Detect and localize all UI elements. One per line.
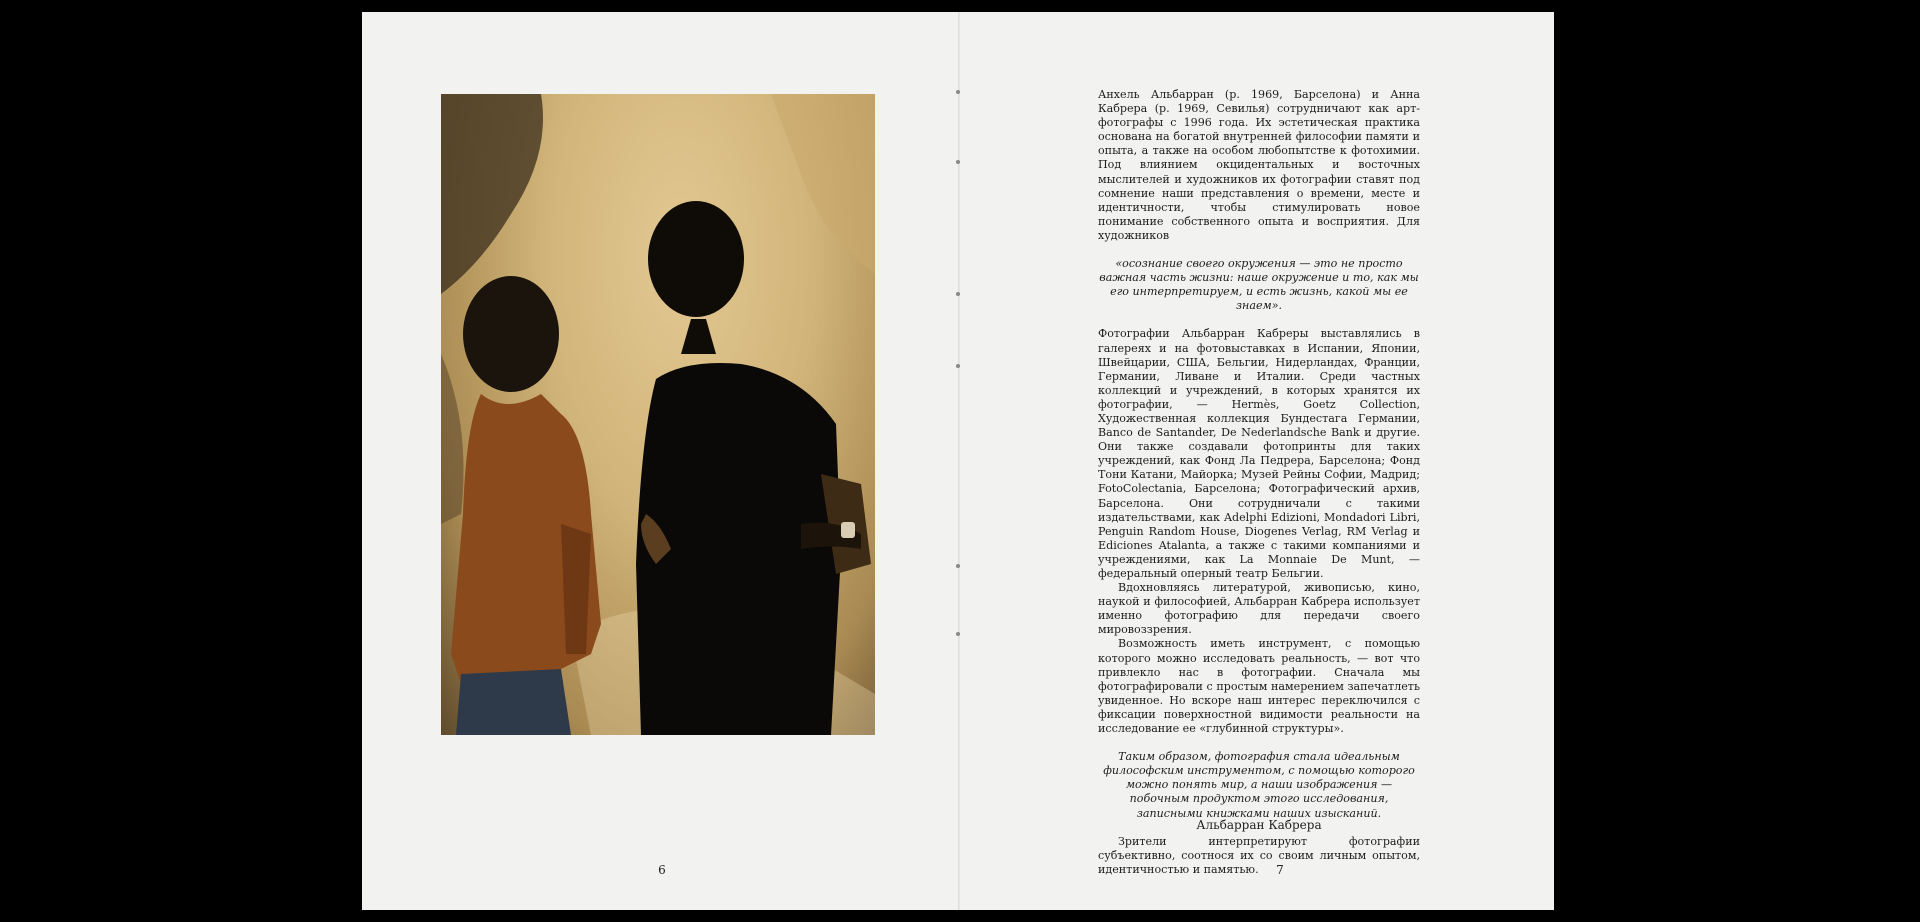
paragraph: Фотографии Альбарран Кабреры выставлялись в галереях и на фотовыставках в Испании, Японии, Швейцарии, США, Бельгии, Нидерландах, Франции, Германии, Ливане и Италии. Среди частных коллекций и учреждений, в которых хранятся их фотографии, — Hermès, Goetz Collection, Художественная коллекция Бундестага Германии, Banco de Santander, De Nederlandsche Bank и другие. Они также создавали фотопринты для таких учреждений, как Фонд Ла Педрера, Барселона; Фонд Тони Катани, Майорка; Музей Рейны Софии, Мадрид; FotoColectania, Барселона; Фотографический архив, Барселона. Они сотрудничали с такими издательствами, как Adelphi Edizioni, Mondadori Libri, Penguin Random House, Diogenes Verlag, RM Verlag и Ediciones Atalanta, а также с такими компаниями и учреждениями, как La Monnaie De Munt, — федеральный оперный театр Бельгии. — [1098, 327, 1420, 580]
pull-quote: «осознание своего окружения — это не просто важная часть жизни: наше окружение и то, как мы его интерпретируем, и есть жизнь, какой мы ее знаем». — [1099, 257, 1419, 313]
pull-quote: Таким образом, фотография стала идеальным философским инструментом, с помощью которого можно понять мир, а наши изображения — побочным продуктом этого исследования, записными книжками наших изысканий. — [1103, 750, 1415, 820]
page-number: 7 — [1276, 863, 1284, 877]
right-page — [362, 12, 1554, 910]
paragraph: Вдохновляясь литературой, живописью, кино, наукой и философией, Альбарран Кабрера использует именно фотографию для передачи своего мировоззрения. — [1098, 581, 1420, 637]
author-name: Альбарран Кабрера — [1196, 818, 1322, 832]
paragraph: Анхель Альбарран (р. 1969, Барселона) и Анна Кабрера (р. 1969, Севилья) сотрудничают как арт-фотографы с 1996 года. Их эстетическая практика основана на богатой внутренней философии памяти и опыта, а также на особом любопытстве к фотохимии. Под влиянием окцидентальных и восточных мыслителей и художников их фотографии ставят под сомнение наши представления о времени, месте и идентичности, чтобы стимулировать новое понимание собственного опыта и восприятия. Для художников — [1098, 88, 1420, 242]
book-spread — [362, 12, 1554, 910]
paragraph: Зрители интерпретируют фотографии субъективно, соотнося их со своим личным опытом, идентичностью и памятью. — [1098, 834, 1420, 876]
paragraph: Возможность иметь инструмент, с помощью которого можно исследовать реальность, — вот что привлекло нас в фотографии. Сначала мы фотографировали с простым намерением запечатлеть увиденное. Но вскоре наш интерес переключился с фиксации поверхностной видимости реальности на исследование ее «глубинной структуры». — [1098, 637, 1420, 736]
page-number: 6 — [658, 863, 666, 877]
body-text — [1098, 88, 1420, 877]
